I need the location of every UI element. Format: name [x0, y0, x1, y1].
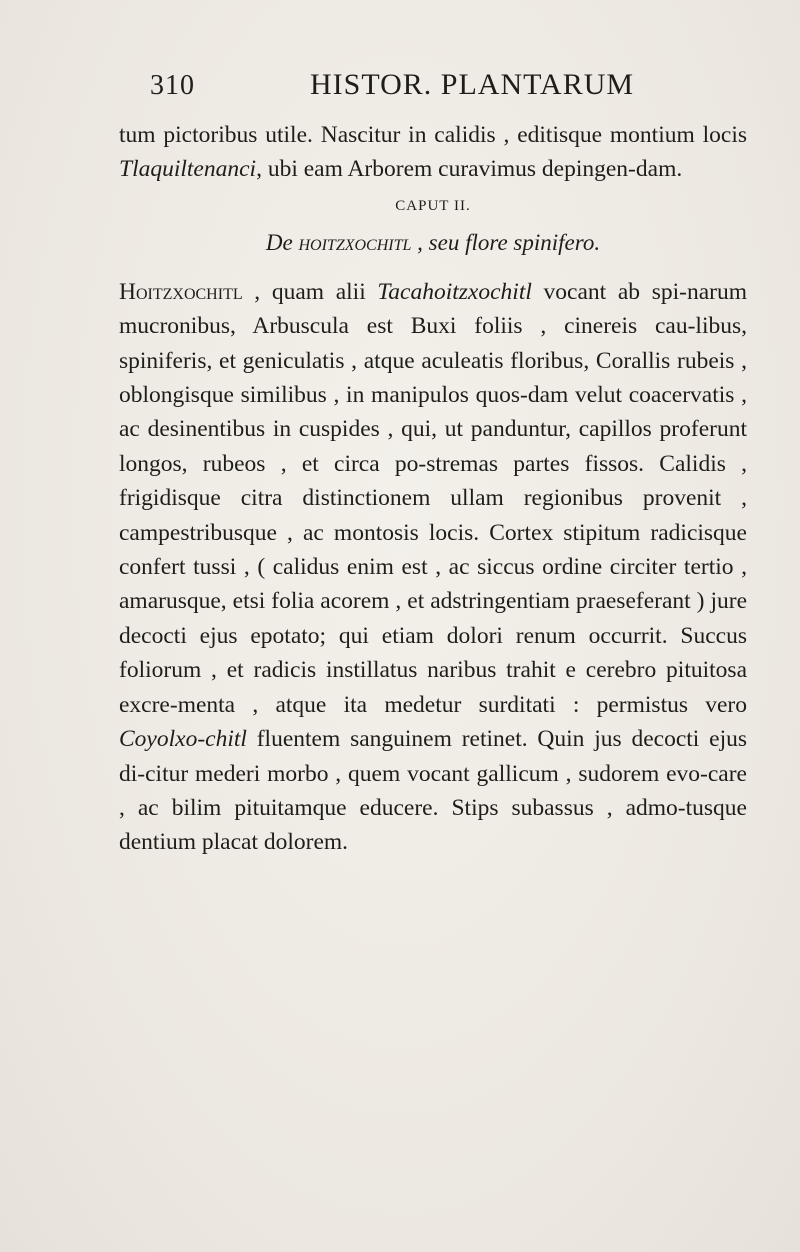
plant-name-alt: Tacahoitzxochitl [377, 278, 532, 305]
paragraph-main [119, 275, 747, 860]
page-number: 310 [150, 70, 195, 101]
plant-name-coyolxochitl: Coyolxo-chitl [119, 726, 247, 753]
chapter-title-plant: hoitzxochitl [298, 229, 412, 255]
paragraph-intro [119, 118, 747, 187]
text-run: vocant ab spi-narum mucronibus, Arbuscula est Buxi foliis , cinereis cau-libus, spiniferis, et geniculatis , atque aculeatis floribus, Corallis rubeis , oblongisque similibus , in manipulos quos-dam velut coacervatis , ac desinentibus in cuspides , qui, ut panduntur, capillos proferunt longos, rubeos , et circa po-stremas partes fissos. Calidis , frigidisque citra distinctionem ullam regionibus provenit , campestribusque , ac montosis locis. Cortex stipitum radicisque confert tussi , ( calidus enim est , ac siccus ordine circiter tertio , amarusque, etsi folia acorem , et adstringentiam praeseferant ) jure decocti ejus epotato; qui etiam dolori renum occurrit. Succus foliorum , et radicis instillatus naribus trahit e cerebro pituitosa excre-menta , atque ita medetur surditati : permistus vero [119, 278, 747, 718]
chapter-label: CAPUT II. [395, 197, 471, 214]
text-run: tum pictoribus utile. Nascitur in calidis , editisque montium locis [119, 122, 747, 148]
chapter-title [119, 225, 747, 261]
body-text [119, 118, 747, 860]
text-run: , quam alii [242, 278, 378, 305]
chapter-title-de: De [265, 229, 299, 255]
place-name: Tlaquiltenanci [119, 156, 257, 183]
chapter-title-rest: , seu flore spinifero. [411, 229, 601, 255]
running-title: HISTOR. PLANTARUM [310, 68, 635, 101]
page-header [150, 66, 635, 116]
plant-name-lead: Hoitzxochitl [119, 278, 243, 305]
text-run: fluentem sanguinem retinet. Quin jus decocti ejus di-citur mederi morbo , quem vocant gallicum , sudorem evo-care , ac bilim pituitamque educere. Stips subassus , admo-tusque dentium placat dolorem. [119, 726, 747, 856]
text-run: , ubi eam Arborem curavimus depingen-dam. [256, 156, 683, 183]
